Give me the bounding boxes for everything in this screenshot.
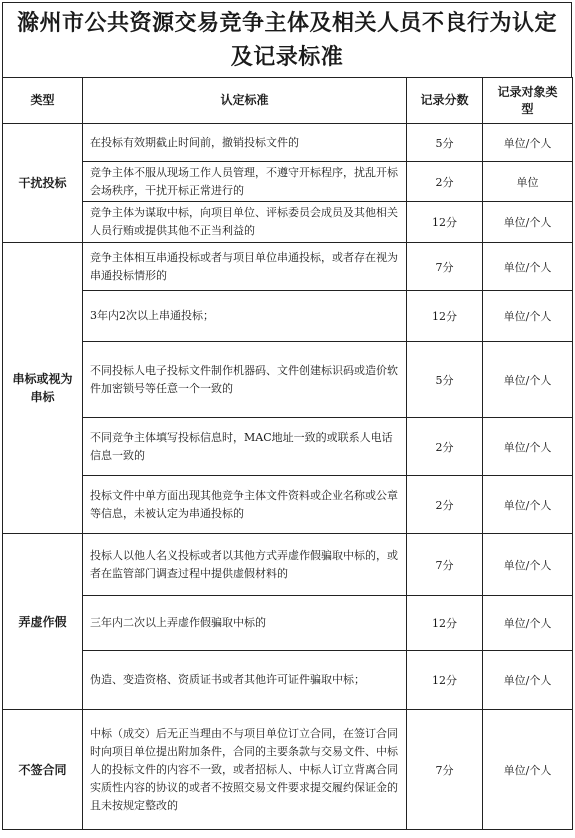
score-cell: 7分 <box>407 534 483 596</box>
criteria-cell: 3年内2次以上串通投标； <box>83 291 407 342</box>
score-cell: 12分 <box>407 202 483 243</box>
header-record-type <box>483 78 573 124</box>
criteria-cell: 不同竞争主体填写投标信息时，MAC地址一致的或联系人电话信息一致的 <box>83 418 407 476</box>
header-record-type-label: 记录对象类型 <box>497 84 558 116</box>
table-row <box>3 476 573 534</box>
table-row <box>3 202 573 243</box>
criteria-cell: 不同投标人电子投标文件制作机器码、文件创建标识码或造价软件加密锁号等任意一个一致的 <box>83 342 407 418</box>
criteria-cell: 投标人以他人名义投标或者以其他方式弄虚作假骗取中标的，或者在监管部门调查过程中提供虚假材料的 <box>83 534 407 596</box>
record-type-cell: 单位/个人 <box>483 342 573 418</box>
category-cell: 弄虚作假 <box>3 534 83 710</box>
table-row <box>3 162 573 202</box>
criteria-cell: 伪造、变造资格、资质证书或者其他许可证件骗取中标； <box>83 651 407 710</box>
table-row <box>3 418 573 476</box>
score-cell: 12分 <box>407 291 483 342</box>
criteria-cell: 在投标有效期截止时间前，撤销投标文件的 <box>83 124 407 162</box>
criteria-cell: 竞争主体不服从现场工作人员管理，不遵守开标程序，扰乱开标会场秩序，干扰开标正常进行的 <box>83 162 407 202</box>
table-row <box>3 596 573 651</box>
table-row <box>3 534 573 596</box>
record-type-cell: 单位/个人 <box>483 651 573 710</box>
criteria-cell: 中标（成交）后无正当理由不与项目单位订立合同，在签订合同时向项目单位提出附加条件，合同的主要条款与交易文件、中标人的投标文件的内容不一致，或者招标人、中标人订立背离合同实质性内容的协议的或者不按照交易文件要求提交履约保证金的且未按规定整改的 <box>83 710 407 830</box>
table-row <box>3 710 573 830</box>
header-category: 类型 <box>3 78 83 124</box>
record-type-cell: 单位/个人 <box>483 202 573 243</box>
record-type-cell: 单位/个人 <box>483 243 573 291</box>
table-row <box>3 342 573 418</box>
standards-table <box>2 77 573 830</box>
criteria-cell: 竞争主体为谋取中标，向项目单位、评标委员会成员及其他相关人员行贿或提供其他不正当利益的 <box>83 202 407 243</box>
table-row <box>3 124 573 162</box>
document-title-box <box>2 2 572 77</box>
header-row <box>3 78 573 124</box>
header-criteria: 认定标准 <box>83 78 407 124</box>
record-type-cell: 单位/个人 <box>483 418 573 476</box>
record-type-cell: 单位/个人 <box>483 534 573 596</box>
score-cell: 7分 <box>407 243 483 291</box>
category-cell: 干扰投标 <box>3 124 83 243</box>
score-cell: 5分 <box>407 124 483 162</box>
category-cell: 不签合同 <box>3 710 83 830</box>
document-title: 滁州市公共资源交易竞争主体及相关人员不良行为认定及记录标准 <box>17 10 558 70</box>
table-row <box>3 243 573 291</box>
score-cell: 12分 <box>407 596 483 651</box>
header-score: 记录分数 <box>407 78 483 124</box>
record-type-cell: 单位/个人 <box>483 710 573 830</box>
criteria-cell: 三年内二次以上弄虚作假骗取中标的 <box>83 596 407 651</box>
criteria-cell: 投标文件中单方面出现其他竞争主体文件资料或企业名称或公章等信息，未被认定为串通投标的 <box>83 476 407 534</box>
standards-sheet <box>2 2 572 830</box>
record-type-cell: 单位 <box>483 162 573 202</box>
score-cell: 2分 <box>407 162 483 202</box>
criteria-cell: 竞争主体相互串通投标或者与项目单位串通投标，或者存在视为串通投标情形的 <box>83 243 407 291</box>
score-cell: 2分 <box>407 476 483 534</box>
record-type-cell: 单位/个人 <box>483 291 573 342</box>
record-type-cell: 单位/个人 <box>483 124 573 162</box>
score-cell: 2分 <box>407 418 483 476</box>
score-cell: 5分 <box>407 342 483 418</box>
record-type-cell: 单位/个人 <box>483 596 573 651</box>
record-type-cell: 单位/个人 <box>483 476 573 534</box>
score-cell: 12分 <box>407 651 483 710</box>
category-cell: 串标或视为串标 <box>3 243 83 534</box>
score-cell: 7分 <box>407 710 483 830</box>
table-row <box>3 291 573 342</box>
table-row <box>3 651 573 710</box>
